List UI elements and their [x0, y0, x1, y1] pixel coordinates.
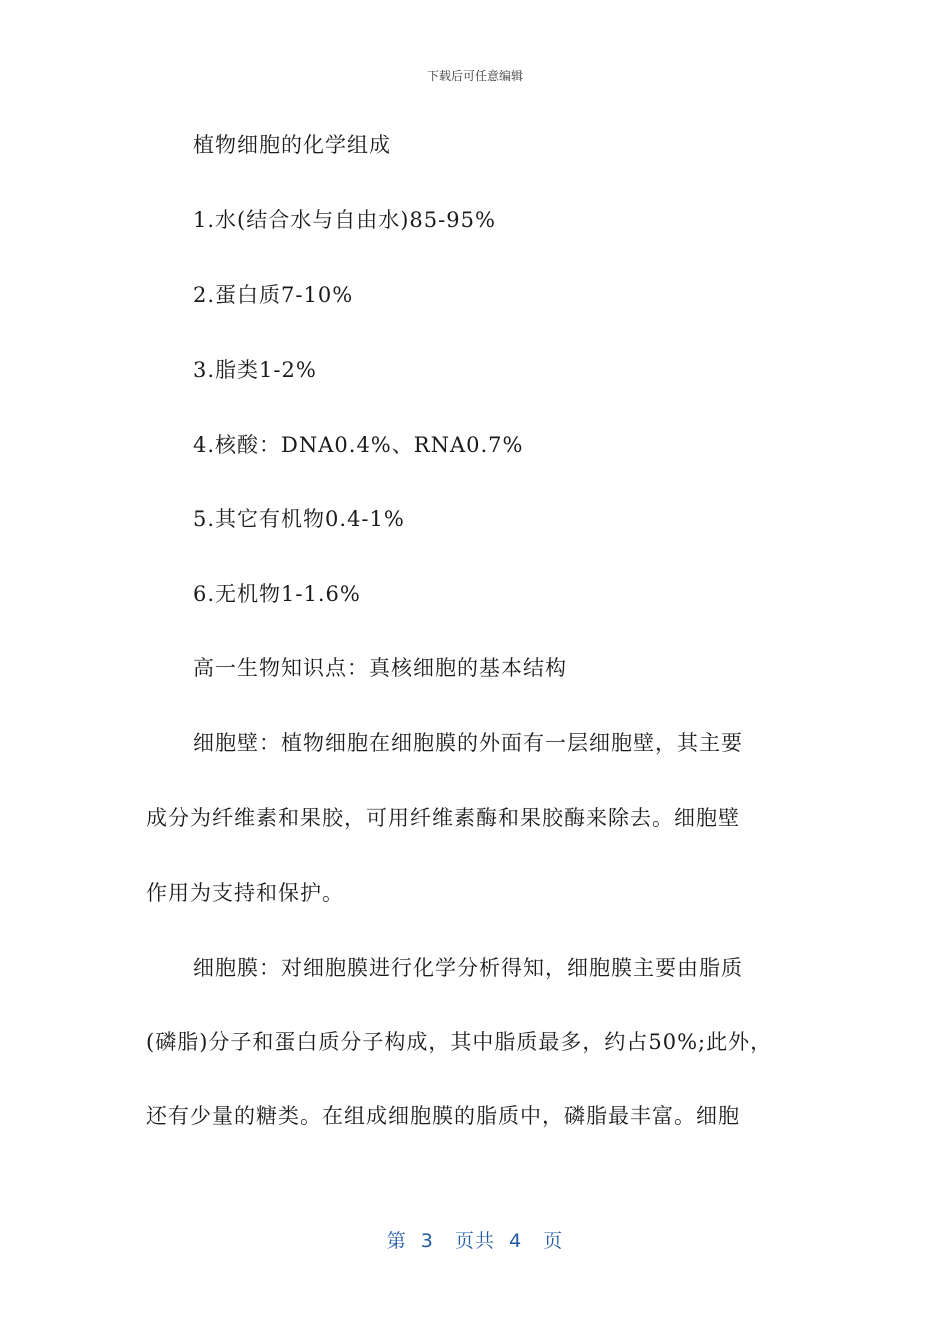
list-item: 1.水(结合水与自由水)85-95%	[193, 208, 496, 232]
section-title-chemical-composition: 植物细胞的化学组成	[193, 133, 391, 157]
page-header-note: 下载后可任意编辑	[426, 69, 523, 83]
list-item: 5.其它有机物0.4-1%	[193, 507, 405, 531]
list-item: 6.无机物1-1.6%	[193, 582, 361, 606]
paragraph-line: 还有少量的糖类。在组成细胞膜的脂质中，磷脂最丰富。细胞	[146, 1104, 740, 1128]
paragraph-line: (磷脂)分子和蛋白质分子构成，其中脂质最多，约占50%;此外，	[146, 1030, 773, 1054]
paragraph-line: 成分为纤维素和果胶，可用纤维素酶和果胶酶来除去。细胞壁	[146, 806, 740, 830]
page-number-indicator: 第 3 页共 4 页	[386, 1230, 564, 1252]
paragraph-line: 细胞壁：植物细胞在细胞膜的外面有一层细胞壁，其主要	[193, 731, 743, 755]
list-item: 3.脂类1-2%	[193, 358, 317, 382]
paragraph-line: 作用为支持和保护。	[146, 881, 344, 905]
list-item: 2.蛋白质7-10%	[193, 283, 354, 307]
paragraph-line: 细胞膜：对细胞膜进行化学分析得知，细胞膜主要由脂质	[193, 956, 743, 980]
list-item: 4.核酸：DNA0.4%、RNA0.7%	[193, 433, 524, 457]
section-title-cell-structure: 高一生物知识点：真核细胞的基本结构	[193, 656, 567, 680]
